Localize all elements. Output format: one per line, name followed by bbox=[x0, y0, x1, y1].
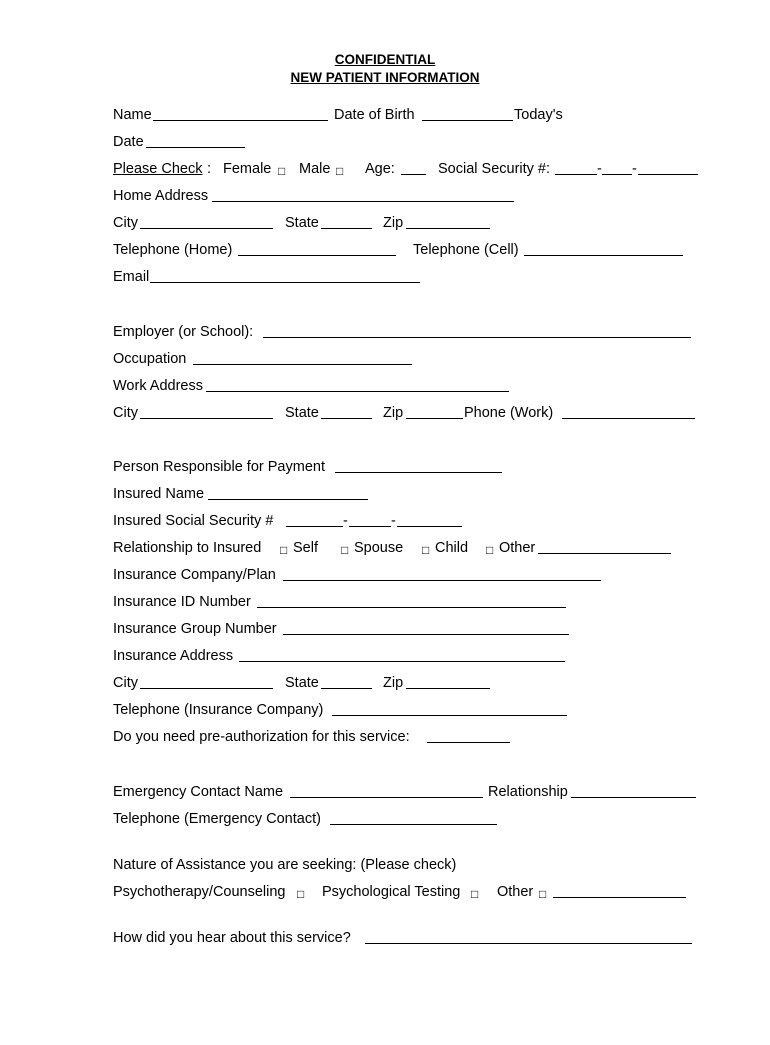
city-field[interactable] bbox=[140, 214, 273, 229]
row-occupation bbox=[113, 350, 187, 368]
row-referral bbox=[113, 929, 351, 947]
age-field[interactable] bbox=[401, 160, 426, 175]
work-state-label: State bbox=[285, 405, 319, 421]
row-responsible bbox=[113, 458, 325, 476]
referral-field[interactable] bbox=[365, 929, 692, 944]
insured-name-field[interactable] bbox=[208, 485, 368, 500]
insurance-group-field[interactable] bbox=[283, 620, 569, 635]
row-insurance-city bbox=[113, 674, 404, 692]
row-emergency-tel bbox=[113, 810, 321, 828]
preauth-label: Do you need pre-authorization for this service: bbox=[113, 729, 410, 745]
work-address-field[interactable] bbox=[206, 377, 509, 392]
row-assistance-question bbox=[113, 856, 457, 874]
insured-ssn-dash-1: - bbox=[343, 513, 348, 529]
spouse-label: Spouse bbox=[354, 540, 404, 556]
employer-label: Employer (or School): bbox=[113, 324, 254, 340]
zip-label: Zip bbox=[383, 215, 404, 231]
work-city-field[interactable] bbox=[140, 404, 273, 419]
insurance-id-field[interactable] bbox=[257, 593, 566, 608]
row-work-address bbox=[113, 377, 203, 395]
emergency-relationship-field[interactable] bbox=[571, 783, 696, 798]
ssn-dash-2: - bbox=[632, 161, 637, 177]
psychotherapy-label: Psychotherapy/Counseling bbox=[113, 884, 286, 900]
insurance-state-label: State bbox=[285, 675, 319, 691]
insurance-company-label: Insurance Company/Plan bbox=[113, 567, 276, 583]
row-home-address bbox=[113, 187, 209, 205]
phone-work-field[interactable] bbox=[562, 404, 695, 419]
row-please-check bbox=[113, 160, 637, 178]
assistance-other-label: Other bbox=[497, 884, 534, 900]
row-preauth bbox=[113, 728, 410, 746]
work-city-label: City bbox=[113, 405, 138, 421]
self-label: Self bbox=[293, 540, 318, 556]
testing-checkbox[interactable]: □ bbox=[471, 887, 479, 901]
testing-label: Psychological Testing bbox=[322, 884, 461, 900]
psychotherapy-checkbox[interactable]: □ bbox=[297, 887, 305, 901]
row-city-state-zip bbox=[113, 214, 404, 232]
insured-ssn-dash-2: - bbox=[391, 513, 396, 529]
emergency-tel-label: Telephone (Emergency Contact) bbox=[113, 811, 321, 827]
please-check-colon: : bbox=[207, 161, 212, 177]
insured-ssn-field-1[interactable] bbox=[286, 512, 343, 527]
ssn-field-3[interactable] bbox=[638, 160, 698, 175]
date-field[interactable] bbox=[146, 133, 245, 148]
insurance-city-label: City bbox=[113, 675, 138, 691]
emergency-tel-field[interactable] bbox=[330, 810, 497, 825]
insurance-tel-field[interactable] bbox=[332, 701, 567, 716]
responsible-field[interactable] bbox=[335, 458, 502, 473]
row-insured-ssn bbox=[113, 512, 396, 530]
other-relationship-field[interactable] bbox=[538, 539, 671, 554]
ssn-field-1[interactable] bbox=[555, 160, 597, 175]
assistance-other-field[interactable] bbox=[553, 883, 686, 898]
tel-home-field[interactable] bbox=[238, 241, 396, 256]
female-label: Female bbox=[223, 161, 272, 177]
other-relationship-checkbox[interactable]: □ bbox=[486, 543, 494, 557]
relationship-insured-label: Relationship to Insured bbox=[113, 540, 262, 556]
child-checkbox[interactable]: □ bbox=[422, 543, 430, 557]
name-field[interactable] bbox=[153, 106, 328, 121]
ssn-label: Social Security #: bbox=[438, 161, 551, 177]
insured-ssn-field-3[interactable] bbox=[397, 512, 462, 527]
row-assistance-options bbox=[113, 883, 547, 901]
age-label: Age: bbox=[365, 161, 395, 177]
tel-home-label: Telephone (Home) bbox=[113, 242, 233, 258]
occupation-field[interactable] bbox=[193, 350, 412, 365]
email-label: Email bbox=[113, 269, 150, 285]
referral-question: How did you hear about this service? bbox=[113, 930, 351, 946]
insurance-group-label: Insurance Group Number bbox=[113, 621, 277, 637]
form-title-confidential: CONFIDENTIAL bbox=[334, 52, 436, 67]
self-checkbox[interactable]: □ bbox=[280, 543, 288, 557]
insured-ssn-label: Insured Social Security # bbox=[113, 513, 274, 529]
emergency-name-field[interactable] bbox=[290, 783, 483, 798]
email-field[interactable] bbox=[150, 268, 420, 283]
row-employer bbox=[113, 323, 254, 341]
insurance-zip-field[interactable] bbox=[406, 674, 490, 689]
work-state-field[interactable] bbox=[321, 404, 372, 419]
employer-field[interactable] bbox=[263, 323, 691, 338]
assistance-other-checkbox[interactable]: □ bbox=[539, 887, 547, 901]
insurance-zip-label: Zip bbox=[383, 675, 404, 691]
child-label: Child bbox=[435, 540, 469, 556]
insurance-address-label: Insurance Address bbox=[113, 648, 234, 664]
row-insured-name bbox=[113, 485, 205, 503]
spouse-checkbox[interactable]: □ bbox=[341, 543, 349, 557]
zip-field[interactable] bbox=[406, 214, 490, 229]
row-insurance-group bbox=[113, 620, 277, 638]
male-checkbox[interactable]: □ bbox=[336, 164, 344, 178]
row-relationship-insured bbox=[113, 539, 536, 557]
row-insurance-tel bbox=[113, 701, 324, 719]
name-label: Name bbox=[113, 107, 152, 123]
row-date bbox=[113, 133, 144, 151]
insurance-company-field[interactable] bbox=[283, 566, 601, 581]
tel-cell-label: Telephone (Cell) bbox=[413, 242, 519, 258]
emergency-relationship-label: Relationship bbox=[488, 784, 568, 800]
please-check-label: Please Check bbox=[113, 161, 203, 177]
occupation-label: Occupation bbox=[113, 351, 187, 367]
work-zip-field[interactable] bbox=[406, 404, 463, 419]
row-insurance-id bbox=[113, 593, 251, 611]
insurance-id-label: Insurance ID Number bbox=[113, 594, 251, 610]
row-insurance-address bbox=[113, 647, 234, 665]
insured-name-label: Insured Name bbox=[113, 486, 205, 502]
female-checkbox[interactable]: □ bbox=[278, 164, 286, 178]
row-telephones bbox=[113, 241, 519, 259]
work-zip-label: Zip bbox=[383, 405, 404, 421]
date-label: Date bbox=[113, 134, 144, 150]
insurance-tel-label: Telephone (Insurance Company) bbox=[113, 702, 324, 718]
home-address-field[interactable] bbox=[212, 187, 514, 202]
city-label: City bbox=[113, 215, 138, 231]
insurance-city-field[interactable] bbox=[140, 674, 273, 689]
insurance-address-field[interactable] bbox=[239, 647, 565, 662]
emergency-name-label: Emergency Contact Name bbox=[113, 784, 284, 800]
row-email bbox=[113, 268, 150, 286]
row-name bbox=[113, 106, 563, 124]
ssn-field-2[interactable] bbox=[602, 160, 632, 175]
state-field[interactable] bbox=[321, 214, 372, 229]
male-label: Male bbox=[299, 161, 331, 177]
assistance-question: Nature of Assistance you are seeking: (Please check) bbox=[113, 857, 457, 873]
phone-work-label: Phone (Work) bbox=[464, 405, 554, 421]
work-address-label: Work Address bbox=[113, 378, 203, 394]
ssn-dash-1: - bbox=[597, 161, 602, 177]
todays-label: Today's bbox=[514, 107, 563, 123]
row-emergency-contact bbox=[113, 783, 568, 801]
insured-ssn-field-2[interactable] bbox=[349, 512, 391, 527]
state-label: State bbox=[285, 215, 319, 231]
preauth-field[interactable] bbox=[427, 728, 510, 743]
other-relationship-label: Other bbox=[499, 540, 536, 556]
insurance-state-field[interactable] bbox=[321, 674, 372, 689]
row-insurance-company bbox=[113, 566, 276, 584]
responsible-label: Person Responsible for Payment bbox=[113, 459, 325, 475]
dob-field[interactable] bbox=[422, 106, 513, 121]
dob-label: Date of Birth bbox=[334, 107, 415, 123]
form-title-new-patient: NEW PATIENT INFORMATION bbox=[290, 70, 480, 85]
home-address-label: Home Address bbox=[113, 188, 209, 204]
tel-cell-field[interactable] bbox=[524, 241, 683, 256]
row-work-city bbox=[113, 404, 554, 422]
